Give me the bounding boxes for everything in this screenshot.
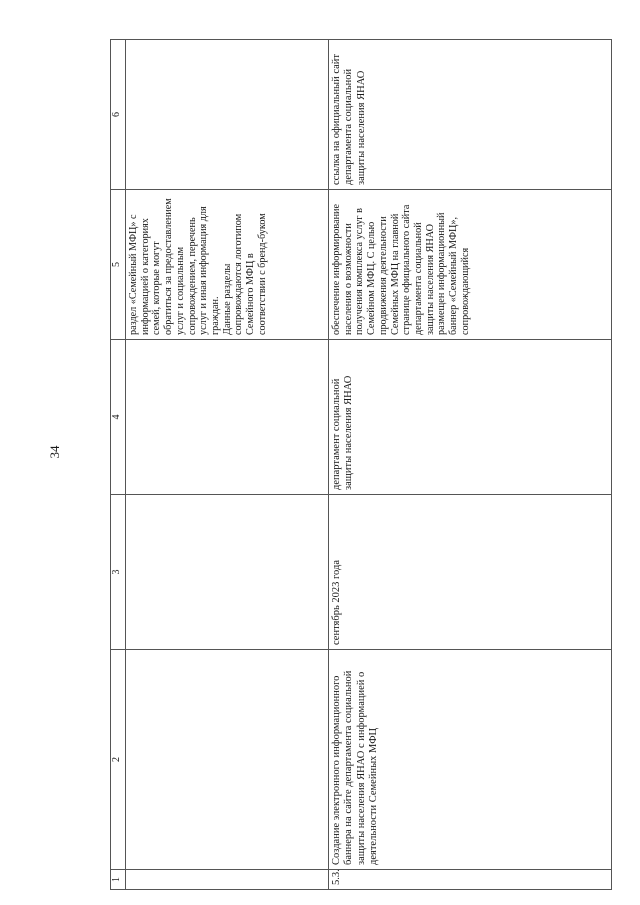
- header-col-1: 1: [111, 870, 126, 890]
- header-col-3: 3: [111, 495, 126, 650]
- header-row: [111, 40, 126, 890]
- table-row-continuation: [126, 40, 329, 890]
- row-number: 5.3.: [329, 870, 612, 890]
- responsible-cell: департамент социальной защиты населения ЯНАО: [329, 340, 612, 495]
- cont-cell-number: [126, 870, 329, 890]
- table-content: [110, 40, 620, 890]
- rotated-table-frame: [110, 40, 620, 890]
- table-row-5-3: [329, 40, 612, 890]
- header-col-6: 6: [111, 40, 126, 190]
- header-col-5: 5: [111, 190, 126, 340]
- result-cell: обеспечение информирование населения о возможности получения комплекса услуг в Семейном МФЦ. С целью продвижения деятельности Семейных МФЦ на главной странице официального сайта департамента социальной защиты населения ЯНАО размещен информационный баннер «Семейный МФЦ», сопровождающийся: [329, 190, 612, 340]
- event-cell: Создание электронного информационного баннера на сайте департамента социальной защиты населения ЯНАО с информацией о деятельности Семейных МФЦ: [329, 650, 612, 870]
- page-number: 34: [47, 445, 62, 459]
- indicator-cell: ссылка на официальный сайт департамента социальной защиты населения ЯНАО: [329, 40, 612, 190]
- deadline-cell: сентябрь 2023 года: [329, 495, 612, 650]
- cont-cell-deadline: [126, 495, 329, 650]
- cont-cell-responsible: [126, 340, 329, 495]
- plan-table: [110, 39, 612, 890]
- cont-cell-result: раздел «Семейный МФЦ» с информацией о категориях семей, которые могут обратиться за предоставлением услуг и социальным сопровождением, перечень услуг и иная информация для граждан. Данные разделы сопровождаются логотипом Семейного МФЦ в соответствии с бренд-буком: [126, 190, 329, 340]
- cont-cell-event: [126, 650, 329, 870]
- cont-cell-indicator: [126, 40, 329, 190]
- header-col-2: 2: [111, 650, 126, 870]
- header-col-4: 4: [111, 340, 126, 495]
